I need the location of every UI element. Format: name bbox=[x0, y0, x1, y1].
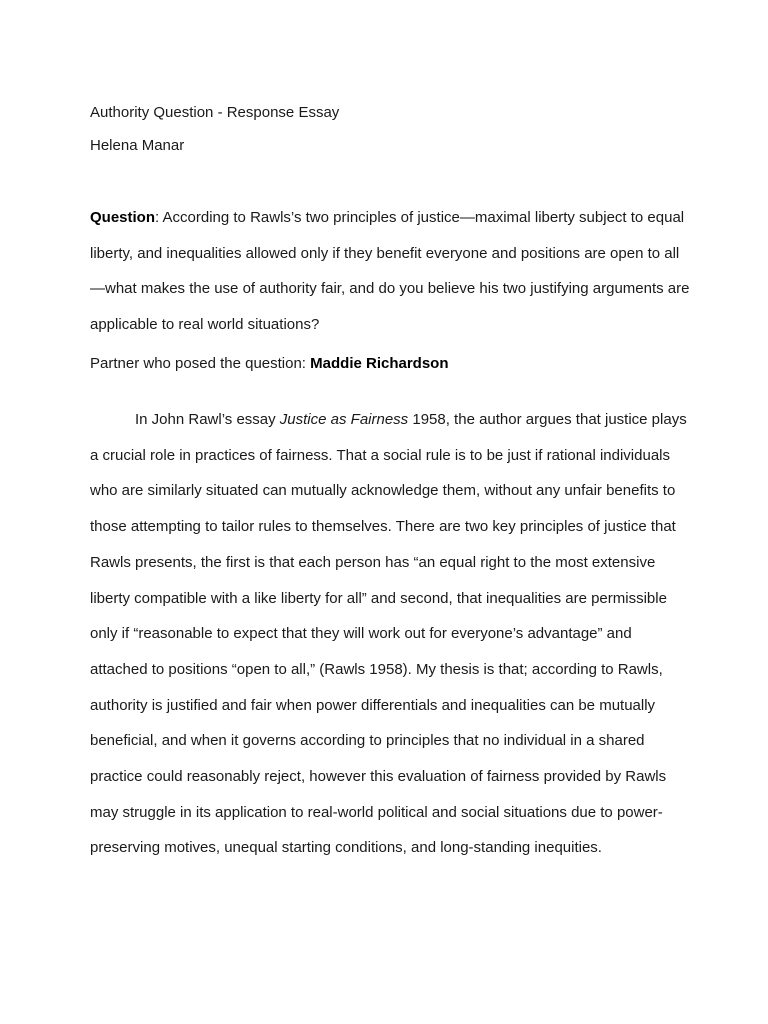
essay-work-title: Justice as Fairness bbox=[279, 411, 409, 428]
question-paragraph bbox=[90, 200, 690, 343]
partner-line bbox=[90, 355, 449, 373]
author-name: Helena Manar bbox=[90, 137, 185, 154]
partner-prefix: Partner who posed the question: bbox=[90, 355, 311, 372]
essay-paragraph bbox=[90, 402, 690, 866]
partner-name: Maddie Richardson bbox=[310, 355, 449, 372]
document-title: Authority Question - Response Essay bbox=[90, 104, 340, 121]
question-label: Question bbox=[90, 209, 156, 226]
essay-intro: In John Rawl’s essay bbox=[135, 411, 280, 428]
essay-body: 1958, the author argues that justice plays a crucial role in practices of fairness. That a social rule is to be just if rational individuals who are similarly situated can mutually acknowledge them, without any unfair benefits to those attempting to tailor rules to themselves. There are two key principles of justice that Rawls presents, the first is that each person has “an equal right to the most extensive liberty compatible with a like liberty for all” and second, that inequalities are permissible only if “reasonable to expect that they will work out for everyone’s advantage” and attached to positions “open to all,” (Rawls 1958). My thesis is that; according to Rawls, authority is justified and fair when power differentials and inequalities can be mutually beneficial, and when it governs according to principles that no individual in a shared practice could reasonably reject, however this evaluation of fairness provided by Rawls may struggle in its application to real-world political and social situations due to power-preserving motives, unequal starting conditions, and long-standing inequities. bbox=[90, 411, 687, 857]
question-text: : According to Rawls’s two principles of justice—maximal liberty subject to equal liberty, and inequalities allowed only if they benefit everyone and positions are open to all—what makes the use of authority fair, and do you believe his two justifying arguments are applicable to real world situations? bbox=[90, 209, 690, 334]
